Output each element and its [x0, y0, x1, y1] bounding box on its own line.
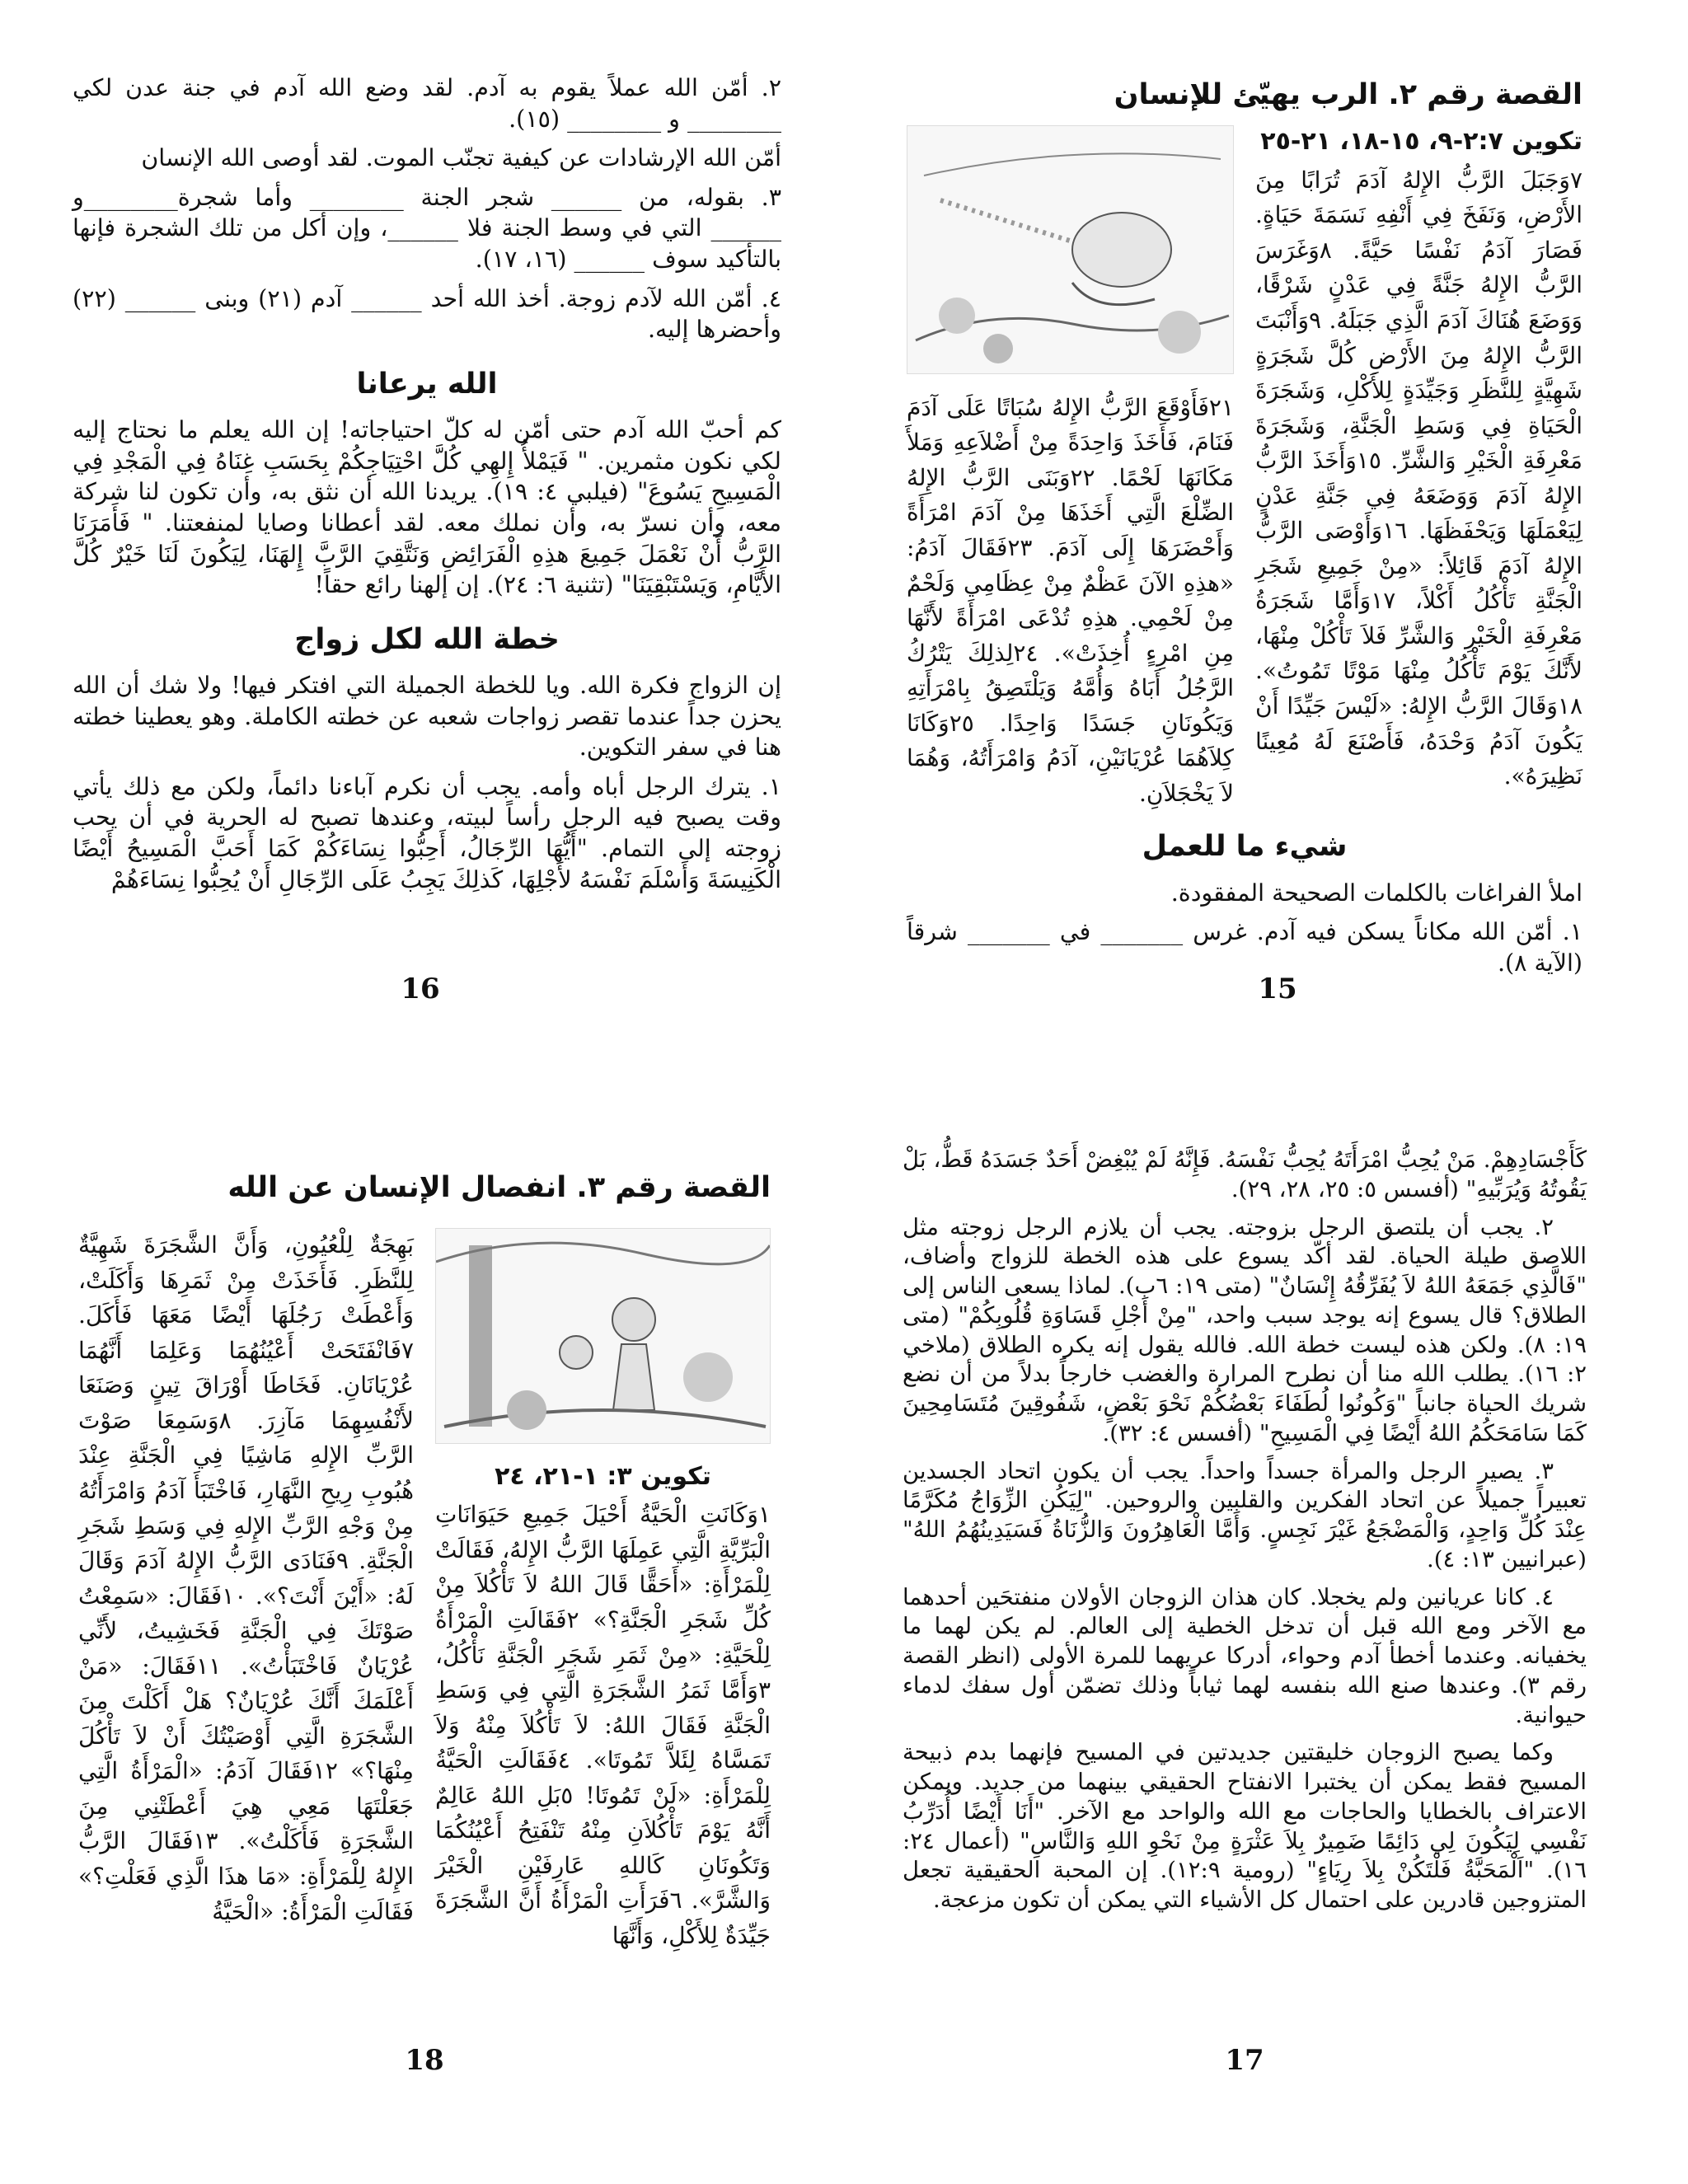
instructions-text: املأ الفراغات بالكلمات الصحيحة المفقودة.: [1170, 879, 1582, 907]
verse-column-left: [907, 125, 1234, 819]
page-number: 17: [1225, 2044, 1264, 2077]
paragraph: وكما يصبح الزوجان خليقتين جديدتين في المسيح فإنهما بدم ذبيحة المسيح فقط يمكن أن يختبرا الانفتاح الحقيقي بينهما من جديد. ويمكن الاعتراف بالخطايا والحاجات مع الله والواحد مع الآخر. "أَنَا أَيْضًا أُدَرِّبُ نَفْسِي لِيَكُونَ لِي دَائِمًا ضَمِيرٌ بِلاَ عَثْرَةٍ مِنْ نَحْوِ اللهِ وَالنَّاسِ" (أعمال ٢٤: ١٦). "اَلْمَحَبَّةُ فَلْتَكُنْ بِلاَ رِيَاءٍ" (رومية ١٢:٩). إن المحبة الحقيقية تجعل المتزوجين قادرين على احتمال كل الأشياء التي يمكن أن تكون مزعجة.: [903, 1739, 1587, 1913]
verse-column-right: [1255, 125, 1582, 802]
paragraph: كم أحبّ الله آدم حتى أمّن له كلّ احتياجاته! إن الله يعلم ما نحتاج إليه لكي نكون مثمرين. " فَيَمْلأُ إِلهِي كُلَّ احْتِيَاجِكُمْ بِحَسَبِ غِنَاهُ فِي الْمَجْدِ فِي الْمَسِيحِ يَسُوعَ" (فيلبي ٤: ١٩). يريدنا الله أن نثق به، وأن تكون لنا شركة معه، وأن نسرّ به، وأن نملك معه. لقد أعطانا وصايا لمنفعتنا. " فَأَمَرَنَا الرَّبُّ أَنْ نَعْمَلَ جَمِيعَ هذِهِ الْفَرَائِضِ وَنَتَّقِيَ الرَّبَّ إِلهَنَا، لِيَكُونَ لَنَا خَيْرٌ كُلَّ الأَيَّامِ، وَيَسْتَبْقِيَنَا" (تثنية ٦: ٢٤). إن إلهنا رائع حقاً!: [73, 416, 781, 599]
paragraph: أمّن الله الإرشادات عن كيفية تجنّب الموت. لقد أوصى الله الإنسان: [141, 144, 781, 172]
page-18: [78, 1169, 771, 1962]
fill-in-item: ٢. أمّن الله عملاً يقوم به آدم. لقد وضع الله آدم في جنة عدن لكي ________ و ________ (١٥).: [73, 74, 781, 133]
verse-text: ١وَكَانَتِ الْحَيَّةُ أَحْيَلَ جَمِيعِ حَيَوَانَاتِ الْبَرِّيَّةِ الَّتِي عَمِلَهَا الرَّبُّ الإِلهُ، فَقَالَتْ لِلْمَرْأَةِ: «أَحَقًّا قَالَ اللهُ لاَ تَأْكُلاَ مِنْ كُلِّ شَجَرِ الْجَنَّةِ؟» ٢فَقَالَتِ الْمَرْأَةُ لِلْحَيَّةِ: «مِنْ ثَمَرِ شَجَرِ الْجَنَّةِ نَأْكُلُ، ٣وَأَمَّا ثَمَرُ الشَّجَرَةِ الَّتِي فِي وَسَطِ الْجَنَّةِ فَقَالَ اللهُ: لاَ تَأْكُلاَ مِنْهُ وَلاَ تَمَسَّاهُ لِئَلاَّ تَمُوتَا». ٤فَقَالَتِ الْحَيَّةُ لِلْمَرْأَةِ: «لَنْ تَمُوتَا! ٥بَلِ اللهُ عَالِمٌ أَنَّهُ يَوْمَ تَأْكُلاَنِ مِنْهُ تَنْفَتِحُ أَعْيُنُكُمَا وَتَكُونَانِ كَاللهِ عَارِفَيْنِ الْخَيْرَ وَالشَّرَّ». ٦فَرَأَتِ الْمَرْأَةُ أَنَّ الشَّجَرَةَ جَيِّدَةٌ لِلأَكْلِ، وَأَنَّهَا: [435, 1501, 771, 1949]
verse-column-right: [435, 1228, 771, 1961]
adam-and-eve-illustration: [435, 1228, 771, 1444]
section-heading: الله يرعانا: [356, 367, 498, 401]
verse-column-left: [78, 1228, 414, 1938]
paragraph: ٢. يجب أن يلتصق الرجل بزوجته. يجب أن يلازم الرجل زوجته مثل اللاصق طيلة الحياة. لقد أكّد يسوع على هذه الخطة للزواج وأضاف، "فَالَّذِي جَمَعَهُ اللهُ لاَ يُفَرِّقُهُ إِنْسَانٌ" (متى ١٩: ٦ب). لماذا يسعى الناس إلى الطلاق؟ قال يسوع إنه يوجد سبب واحد، "مِنْ أَجْلِ قَسَاوَةِ قُلُوبِكُمْ" (متى ١٩: ٨). ولكن هذه ليست خطة الله. فالله يقول إنه يكره الطلاق (ملاخي ٢: ١٦). يطلب الله منا أن نطرح المرارة والغضب خارجاً بدلاً من أن نضع شريك الحياة جانباً "وَكُونُوا لُطَفَاءَ بَعْضُكُمْ نَحْوَ بَعْضٍ، شَفُوقِينَ مُتَسَامِحِينَ كَمَا سَامَحَكُمُ اللهُ أَيْضًا فِي الْمَسِيحِ" (أفسس ٤: ٣٢).: [903, 1213, 1587, 1446]
scripture-reference: تكوين ٣: ١-٢١، ٢٤: [495, 1461, 711, 1491]
paragraph: ٤. كانا عريانين ولم يخجلا. كان هذان الزوجان الأولان منفتحَين أحدهما مع الآخر ومع الله قبل أن تدخل الخطية إلى العالم. لم يكن لهما ما يخفيانه. وعندما أخطأ آدم وحواء، أدركا عريهما للمرة الأولى (انظر القصة رقم ٣). وعندها صنع الله بنفسه لهما ثياباً وذلك تضمّن أول سفك لدماء حيوانية.: [903, 1583, 1587, 1728]
scripture-reference: تكوين ٢:٧-٩، ١٥-١٨، ٢١-٢٥: [1260, 127, 1582, 157]
page-number: 15: [1258, 972, 1297, 1005]
page-number: 18: [405, 2044, 444, 2077]
fill-in-item: ٤. أمّن الله لآدم زوجة. أخذ الله أحد ______ آدم (٢١) وبنى ______ (٢٢) وأحضرها إليه.: [73, 284, 781, 344]
section-heading: شيء ما للعمل: [1142, 830, 1348, 864]
verse-text: ٧وَجَبَلَ الرَّبُّ الإِلهُ آدَمَ تُرَابًا مِنَ الأَرْضِ، وَنَفَخَ فِي أَنْفِهِ نَسَمَةَ حَيَاةٍ. فَصَارَ آدَمُ نَفْسًا حَيَّةً. ٨وَغَرَسَ الرَّبُّ الإِلهُ جَنَّةً فِي عَدْنٍ شَرْقًا، وَوَضَعَ هُنَاكَ آدَمَ الَّذِي جَبَلَهُ. ٩وَأَنْبَتَ الرَّبُّ الإِلهُ مِنَ الأَرْضِ كُلَّ شَجَرَةٍ شَهِيَّةٍ لِلنَّظَرِ وَجَيِّدَةٍ لِلأَكْلِ، وَشَجَرَةَ الْحَيَاةِ فِي وَسَطِ الْجَنَّةِ، وَشَجَرَةَ مَعْرِفَةِ الْخَيْرِ وَالشَّرِّ. ١٥وَأَخَذَ الرَّبُّ الإِلهُ آدَمَ وَوَضَعَهُ فِي جَنَّةِ عَدْنٍ لِيَعْمَلَهَا وَيَحْفَظَهَا. ١٦وَأَوْصَى الرَّبُّ الإِلهُ آدَمَ قَائِلاً: «مِنْ جَمِيعِ شَجَرِ الْجَنَّةِ تَأْكُلُ أَكْلاً، ١٧وَأَمَّا شَجَرَةُ مَعْرِفَةِ الْخَيْرِ وَالشَّرِّ فَلاَ تَأْكُلْ مِنْهَا، لأَنَّكَ يَوْمَ تَأْكُلُ مِنْهَا مَوْتًا تَمُوتُ». ١٨وَقَالَ الرَّبُّ الإِلهُ: «لَيْسَ جَيِّدًا أَنْ يَكُونَ آدَمُ وَحْدَهُ، فَأَصْنَعَ لَهُ مُعِينًا نَظِيرَهُ».: [1255, 166, 1583, 790]
story-title: القصة رقم ٢. الرب يهيّئ للإنسان: [1114, 78, 1582, 111]
creation-of-adam-illustration: [907, 125, 1234, 374]
paragraph: ١. يترك الرجل أباه وأمه. يجب أن نكرم آباءنا دائماً، ولكن مع ذلك يأتي وقت يصبح فيه الرجل رأساً لبيته، وعندها تصبح له الحرية في أن يحب زوجته إلى التمام. "أَيُّهَا الرِّجَالُ، أَحِبُّوا نِسَاءَكُمْ كَمَا أَحَبَّ الْمَسِيحُ أَيْضًا الْكَنِيسَةَ وَأَسْلَمَ نَفْسَهُ لأَجْلِهَا، كَذلِكَ يَجِبُ عَلَى الرِّجَالِ أَنْ يُحِبُّوا نِسَاءَهُمْ: [73, 772, 781, 893]
paragraph: ٣. يصير الرجل والمرأة جسداً واحداً. يجب أن يكون اتحاد الجسدين تعبيراً جميلاً عن اتحاد الفكرين والقلبين والروحين. "لِيَكُنِ الزِّوَاجُ مُكَرَّمًا عِنْدَ كُلِّ وَاحِدٍ، وَالْمَضْجَعُ غَيْرَ نَجِسٍ. وَأَمَّا الْعَاهِرُونَ وَالزُّنَاةُ فَسَيَدِينُهُمُ اللهُ" (عبرانيين ١٣: ٤).: [903, 1457, 1587, 1572]
verse-columns: [78, 1228, 771, 1961]
fill-in-item: ٣. بقوله، من ______ شجر الجنة ________ وأما شجرة________و ______ التي في وسط الجنة فلا ______، وإن أكل من تلك الشجرة فإنها بالتأكيد سوف ______ (١٦، ١٧).: [73, 183, 781, 274]
page-15: [907, 76, 1582, 987]
fill-in-item: ١. أمّن الله مكاناً يسكن فيه آدم. غرس _______ في _______ شرقاً (الآية ٨).: [907, 918, 1582, 977]
verse-columns: [907, 125, 1582, 819]
paragraph: كَأَجْسَادِهِمْ. مَنْ يُحِبُّ امْرَأَتَهُ يُحِبُّ نَفْسَهُ. فَإِنَّهُ لَمْ يُبْغِضْ أَحَدٌ جَسَدَهُ قَطُّ، بَلْ يَقُوتُهُ وَيُرَبِّيهِ" (أفسس ٥: ٢٥، ٢٨، ٢٩).: [903, 1146, 1587, 1202]
paragraph: إن الزواج فكرة الله. ويا للخطة الجميلة التي افتكر فيها! ولا شك أن الله يحزن جداً عندما تقصر زواجات شعبه عن خطته الكاملة. وهو يعطينا خطته هنا في سفر التكوين.: [73, 671, 781, 762]
story-title: القصة رقم ٣. انفصال الإنسان عن الله: [227, 1171, 771, 1204]
page-16: [73, 73, 781, 903]
section-heading: خطة الله لكل زواج: [294, 622, 560, 656]
page-17: [903, 1146, 1587, 1924]
page-number: 16: [401, 972, 440, 1005]
verse-text: بَهِجَةٌ لِلْعُيُونِ، وَأَنَّ الشَّجَرَةَ شَهِيَّةٌ لِلنَّظَرِ. فَأَخَذَتْ مِنْ ثَمَرِهَا وَأَكَلَتْ، وَأَعْطَتْ رَجُلَهَا أَيْضًا مَعَهَا فَأَكَلَ. ٧فَانْفَتَحَتْ أَعْيُنُهُمَا وَعَلِمَا أَنَّهُمَا عُرْيَانَانِ. فَخَاطَا أَوْرَاقَ تِينٍ وَصَنَعَا لأَنْفُسِهِمَا مَآزِرَ. ٨وَسَمِعَا صَوْتَ الرَّبِّ الإِلهِ مَاشِيًا فِي الْجَنَّةِ عِنْدَ هُبُوبِ رِيحِ النَّهَارِ، فَاخْتَبَأَ آدَمُ وَامْرَأَتُهُ مِنْ وَجْهِ الرَّبِّ الإِلهِ فِي وَسَطِ شَجَرِ الْجَنَّةِ. ٩فَنَادَى الرَّبُّ الإِلهُ آدَمَ وَقَالَ لَهُ: «أَيْنَ أَنْتَ؟». ١٠فَقَالَ: «سَمِعْتُ صَوْتَكَ فِي الْجَنَّةِ فَخَشِيتُ، لأَنِّي عُرْيَانٌ فَاخْتَبَأْتُ». ١١فَقَالَ: «مَنْ أَعْلَمَكَ أَنَّكَ عُرْيَانٌ؟ هَلْ أَكَلْتَ مِنَ الشَّجَرَةِ الَّتِي أَوْصَيْتُكَ أَنْ لاَ تَأْكُلَ مِنْهَا؟» ١٢فَقَالَ آدَمُ: «الْمَرْأَةُ الَّتِي جَعَلْتَهَا مَعِي هِيَ أَعْطَتْنِي مِنَ الشَّجَرَةِ فَأَكَلْتُ». ١٣فَقَالَ الرَّبُّ الإِلهُ لِلْمَرْأَةِ: «مَا هذَا الَّذِي فَعَلْتِ؟» فَقَالَتِ الْمَرْأَةُ: «الْحَيَّةُ: [78, 1231, 415, 1925]
verse-text: ٢١فَأَوْقَعَ الرَّبُّ الإِلهُ سُبَاتًا عَلَى آدَمَ فَنَامَ، فَأَخَذَ وَاحِدَةً مِنْ أَضْلاَعِهِ وَمَلأَ مَكَانَهَا لَحْمًا. ٢٢وَبَنَى الرَّبُّ الإِلهُ الضِّلْعَ الَّتِي أَخَذَهَا مِنْ آدَمَ امْرَأَةً وَأَحْضَرَهَا إِلَى آدَمَ. ٢٣فَقَالَ آدَمُ: «هذِهِ الآنَ عَظْمٌ مِنْ عِظَامِي وَلَحْمٌ مِنْ لَحْمِي. هذِهِ تُدْعَى امْرَأَةً لأَنَّهَا مِنِ امْرِءٍ أُخِذَتْ». ٢٤لِذلِكَ يَتْرُكُ الرَّجُلُ أَبَاهُ وَأُمَّهُ وَيَلْتَصِقُ بِامْرَأَتِهِ وَيَكُونَانِ جَسَدًا وَاحِدًا. ٢٥وَكَانَا كِلاَهُمَا عُرْيَانَيْنِ، آدَمُ وَامْرَأَتُهُ، وَهُمَا لاَ يَخْجَلاَنِ.: [907, 393, 1235, 807]
